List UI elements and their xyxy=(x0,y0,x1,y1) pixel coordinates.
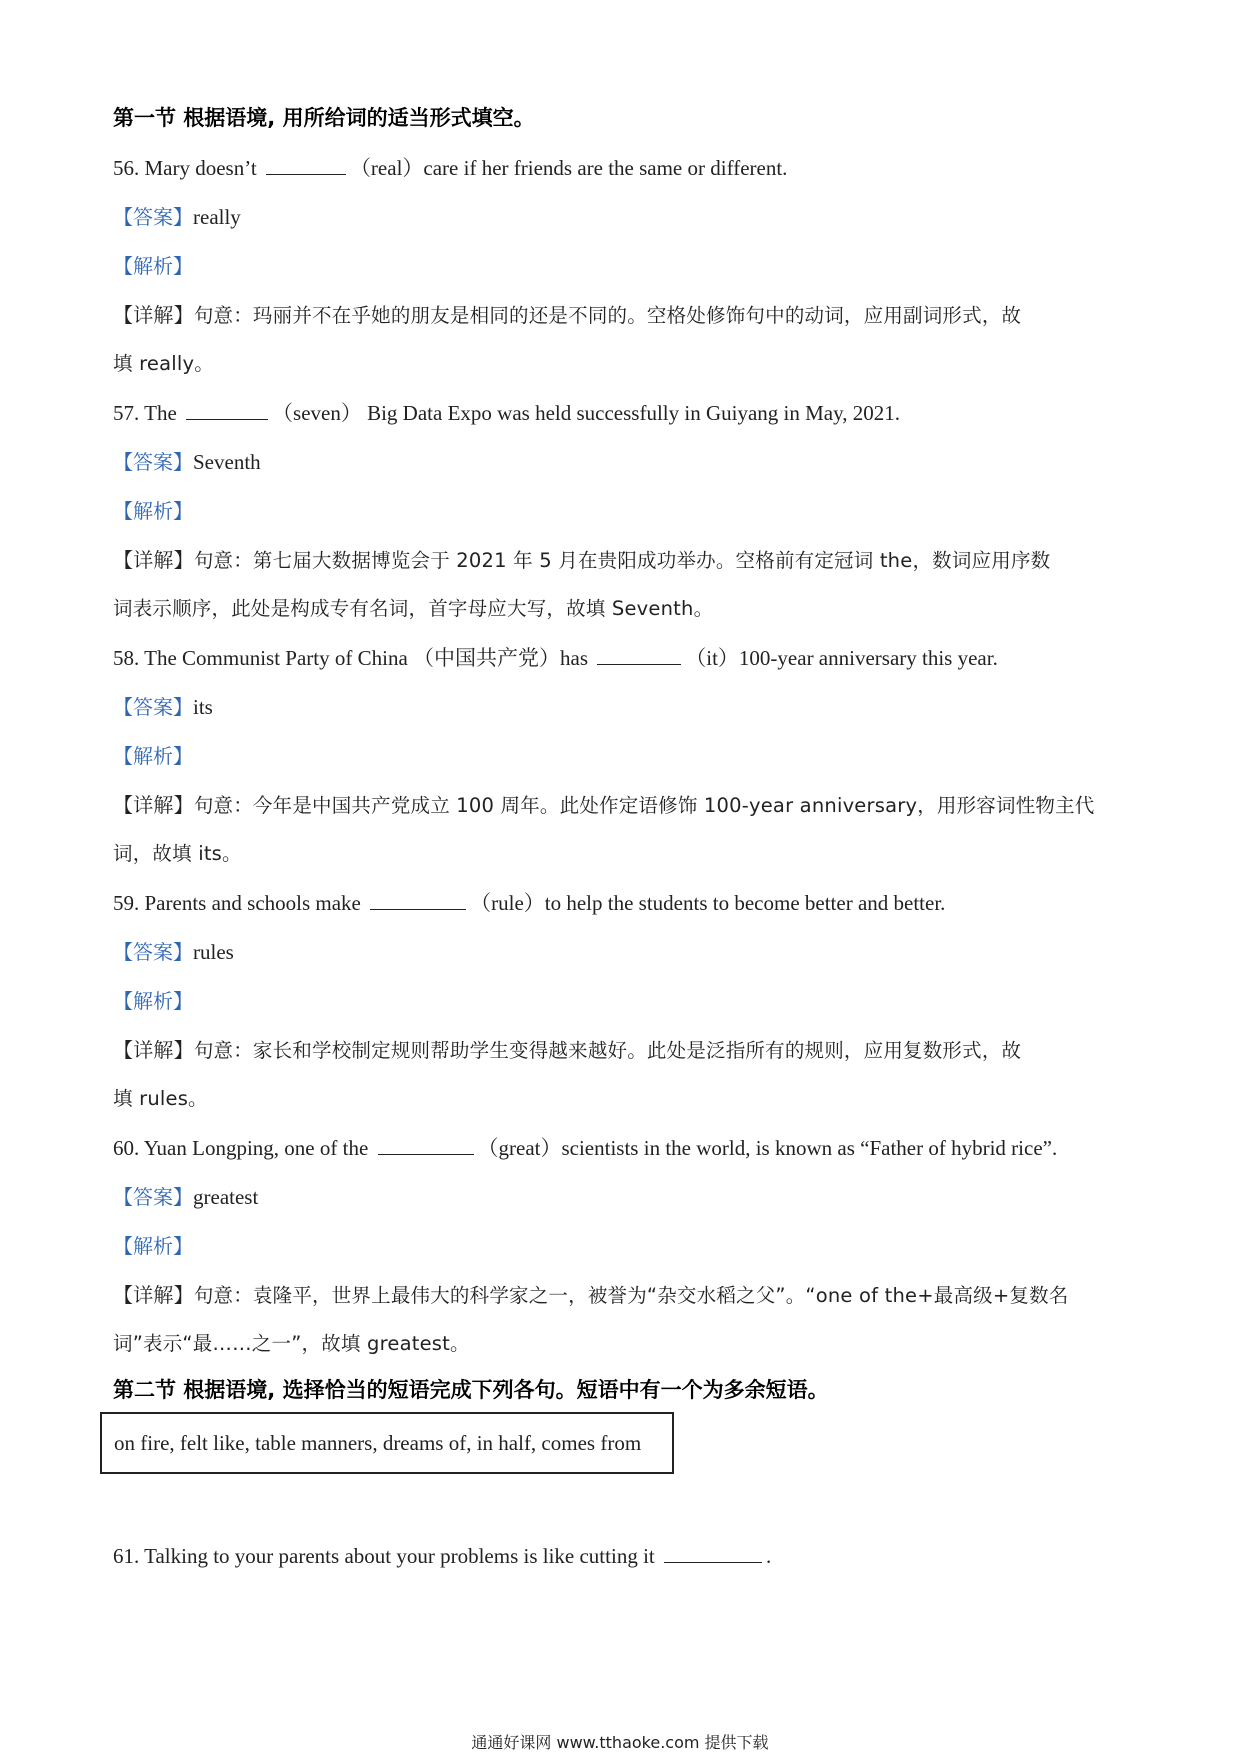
detail-60-line2: 词”表示“最……之一”，故填 greatest。 xyxy=(113,1332,470,1355)
answer-60-label: 【答案】 xyxy=(113,1185,193,1209)
analysis-59-label: 【解析】 xyxy=(113,989,193,1013)
question-57-suffix: （seven） Big Data Expo was held successfully in Guiyang in May, 2021. xyxy=(272,401,900,425)
analysis-56-label: 【解析】 xyxy=(113,254,193,278)
analysis-60-label: 【解析】 xyxy=(113,1234,193,1258)
answer-59-label: 【答案】 xyxy=(113,940,193,964)
question-59-prefix: 59. Parents and schools make xyxy=(113,891,367,915)
question-60-suffix: （great）scientists in the world, is known as “Father of hybrid rice”. xyxy=(477,1136,1058,1160)
question-59-blank[interactable] xyxy=(370,889,466,910)
answer-56-label: 【答案】 xyxy=(113,205,193,229)
detail-59-line2: 填 rules。 xyxy=(113,1087,208,1110)
detail-58-label: 【详解】 xyxy=(113,793,194,817)
question-56 xyxy=(113,154,787,182)
answer-58-label: 【答案】 xyxy=(113,695,193,719)
answer-58 xyxy=(113,693,213,721)
detail-57-text1: 句意：第七届大数据博览会于 2021 年 5 月在贵阳成功举办。空格前有定冠词 the，数词应用序数 xyxy=(193,549,1051,572)
detail-56-line1 xyxy=(113,301,1021,330)
detail-59-text1: 句意：家长和学校制定规则帮助学生变得越来越好。此处是泛指所有的规则，应用复数形式，故 xyxy=(193,1039,1022,1062)
detail-57-line2: 词表示顺序，此处是构成专有名词，首字母应大写，故填 Seventh。 xyxy=(113,597,714,620)
question-58-prefix: 58. The Communist Party of China （中国共产党）has xyxy=(113,646,594,670)
answer-56-value: really xyxy=(193,205,241,229)
page-footer: 通通好课网 www.tthaoke.com 提供下载 xyxy=(471,1733,769,1752)
detail-60-text1: 句意：袁隆平，世界上最伟大的科学家之一，被誉为“杂交水稻之父”。“one of the+最高级+复数名 xyxy=(193,1284,1069,1307)
detail-57-label: 【详解】 xyxy=(113,548,194,572)
detail-60-label: 【详解】 xyxy=(113,1283,194,1307)
answer-57-label: 【答案】 xyxy=(113,450,193,474)
question-57-blank[interactable] xyxy=(186,399,268,420)
analysis-57-label: 【解析】 xyxy=(113,499,193,523)
question-61 xyxy=(113,1542,771,1570)
answer-56 xyxy=(113,203,241,231)
question-56-prefix: 56. Mary doesn’t xyxy=(113,156,262,180)
detail-58-line1 xyxy=(113,791,1095,820)
detail-56-label: 【详解】 xyxy=(113,303,194,327)
answer-57 xyxy=(113,448,261,476)
detail-57-line1 xyxy=(113,546,1050,575)
section-2-heading: 第二节 根据语境, 选择恰当的短语完成下列各句。短语中有一个为多余短语。 xyxy=(113,1378,829,1402)
detail-58-text1: 句意：今年是中国共产党成立 100 周年。此处作定语修饰 100-year anniversary，用形容词性物主代 xyxy=(193,794,1095,817)
question-56-suffix: （real）care if her friends are the same or different. xyxy=(349,156,788,180)
question-60-blank[interactable] xyxy=(378,1134,474,1155)
question-58-blank[interactable] xyxy=(597,644,681,665)
question-57-prefix: 57. The xyxy=(113,401,183,425)
question-58 xyxy=(113,644,998,672)
detail-59-line1 xyxy=(113,1036,1021,1065)
question-61-suffix: . xyxy=(765,1544,772,1568)
analysis-58-label: 【解析】 xyxy=(113,744,193,768)
question-59-suffix: （rule）to help the students to become better and better. xyxy=(470,891,946,915)
question-61-blank[interactable] xyxy=(664,1542,762,1563)
question-60-prefix: 60. Yuan Longping, one of the xyxy=(113,1136,374,1160)
answer-57-value: Seventh xyxy=(193,450,261,474)
question-59 xyxy=(113,889,945,917)
question-60 xyxy=(113,1134,1057,1162)
detail-59-label: 【详解】 xyxy=(113,1038,194,1062)
answer-59-value: rules xyxy=(193,940,234,964)
detail-56-text1: 句意：玛丽并不在乎她的朋友是相同的还是不同的。空格处修饰句中的动词，应用副词形式，故 xyxy=(193,304,1022,327)
detail-58-line2: 词，故填 its。 xyxy=(113,842,242,865)
detail-56-line2: 填 really。 xyxy=(113,352,214,375)
question-57 xyxy=(113,399,900,427)
phrase-box: on fire, felt like, table manners, dreams of, in half, comes from xyxy=(100,1412,674,1474)
answer-60 xyxy=(113,1183,258,1211)
detail-60-line1 xyxy=(113,1281,1068,1310)
answer-58-value: its xyxy=(193,695,213,719)
section-1-heading: 第一节 根据语境, 用所给词的适当形式填空。 xyxy=(113,106,535,130)
question-56-blank[interactable] xyxy=(266,154,346,175)
answer-60-value: greatest xyxy=(193,1185,259,1209)
answer-59 xyxy=(113,938,234,966)
question-61-prefix: 61. Talking to your parents about your problems is like cutting it xyxy=(113,1544,660,1568)
question-58-suffix: （it）100-year anniversary this year. xyxy=(685,646,998,670)
